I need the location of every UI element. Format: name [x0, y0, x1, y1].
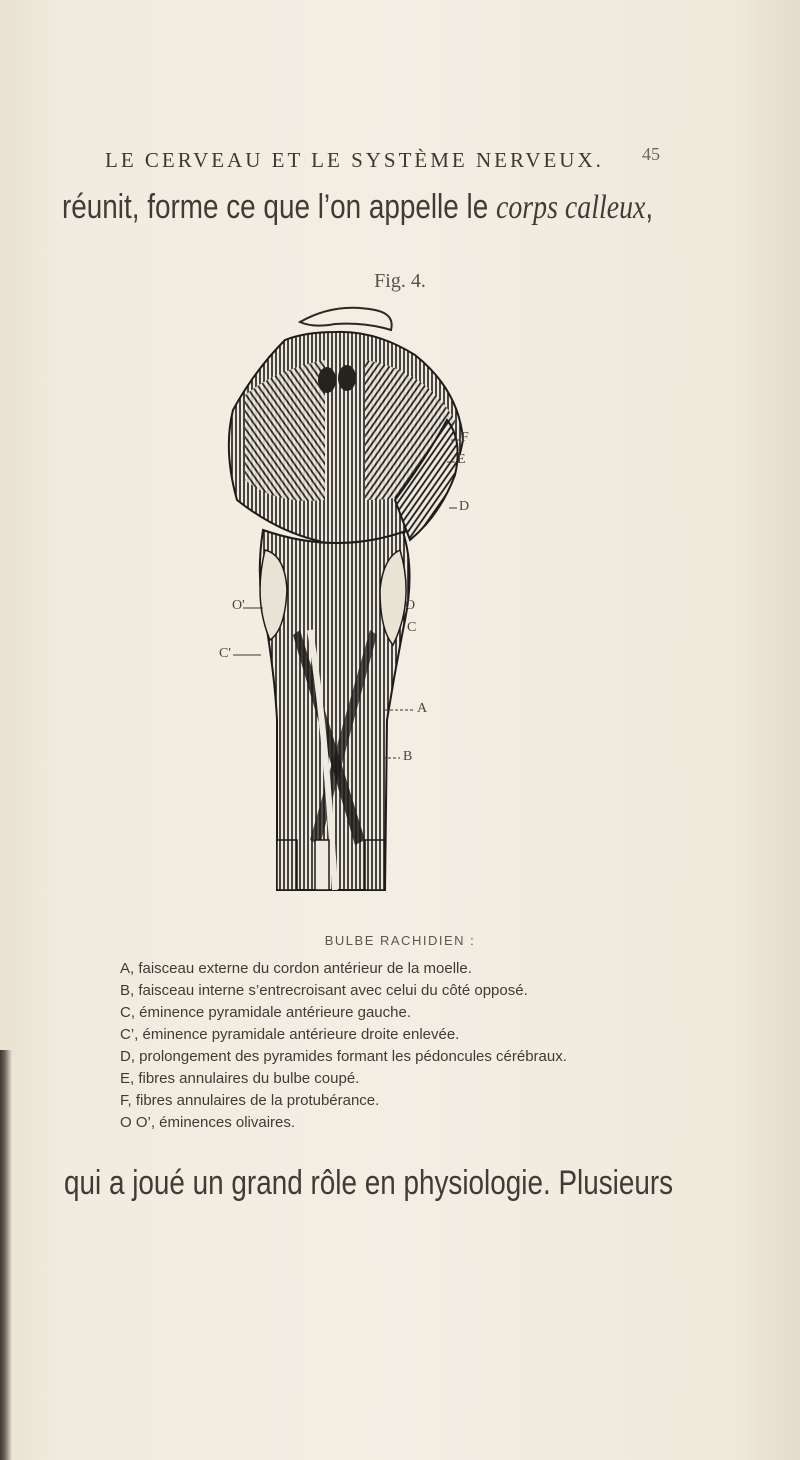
- page-number: 45: [642, 144, 660, 164]
- running-head-title: LE CERVEAU ET LE SYSTÈME NERVEUX.: [105, 148, 604, 172]
- body-text-top-plain: réunit, forme ce que l’on appelle le: [62, 188, 496, 226]
- figure-label-o-prime: O': [232, 598, 245, 613]
- figure-title: Fig. 4.: [374, 270, 426, 292]
- figure-label-e: E: [457, 452, 466, 467]
- caption-title: BULBE RACHIDIEN :: [324, 933, 476, 948]
- legend-item-b: B, faisceau interne s’entrecroisant avec celui du côté opposé.: [120, 982, 528, 999]
- figure-label-a: A: [417, 701, 428, 716]
- figure-bulbe-rachidien: [215, 300, 515, 900]
- body-text-top: [62, 188, 653, 227]
- page-gutter-shadow: [0, 1050, 12, 1460]
- legend-item-d: D, prolongement des pyramides formant les pédoncules cérébraux.: [120, 1048, 567, 1065]
- body-text-top-italic: corps calleux: [495, 189, 646, 226]
- legend-item-c-prime: C’, éminence pyramidale antérieure droite enlevée.: [120, 1026, 460, 1043]
- brainstem-illustration: [215, 300, 515, 900]
- figure-label-d: D: [459, 499, 470, 514]
- legend-item-o: O O’, éminences olivaires.: [120, 1114, 296, 1131]
- figure-legend: [120, 958, 760, 1134]
- figure-label-c: C: [407, 620, 417, 635]
- body-text-top-end: ,: [645, 188, 654, 226]
- running-head: [105, 144, 660, 173]
- legend-item-c: C, éminence pyramidale antérieure gauche.: [120, 1004, 411, 1021]
- figure-label-f: F: [461, 430, 469, 445]
- legend-item-e: E, fibres annulaires du bulbe coupé.: [120, 1070, 360, 1087]
- figure-label-c-prime: C': [219, 646, 231, 661]
- figure-label-b: B: [403, 749, 413, 764]
- body-text-bottom: qui a joué un grand rôle en physiologie. Plusieurs: [64, 1164, 674, 1202]
- figure-label-o: O: [405, 598, 416, 613]
- legend-item-a: A, faisceau externe du cordon antérieur de la moelle.: [120, 960, 472, 977]
- legend-item-f: F, fibres annulaires de la protubérance.: [120, 1092, 380, 1109]
